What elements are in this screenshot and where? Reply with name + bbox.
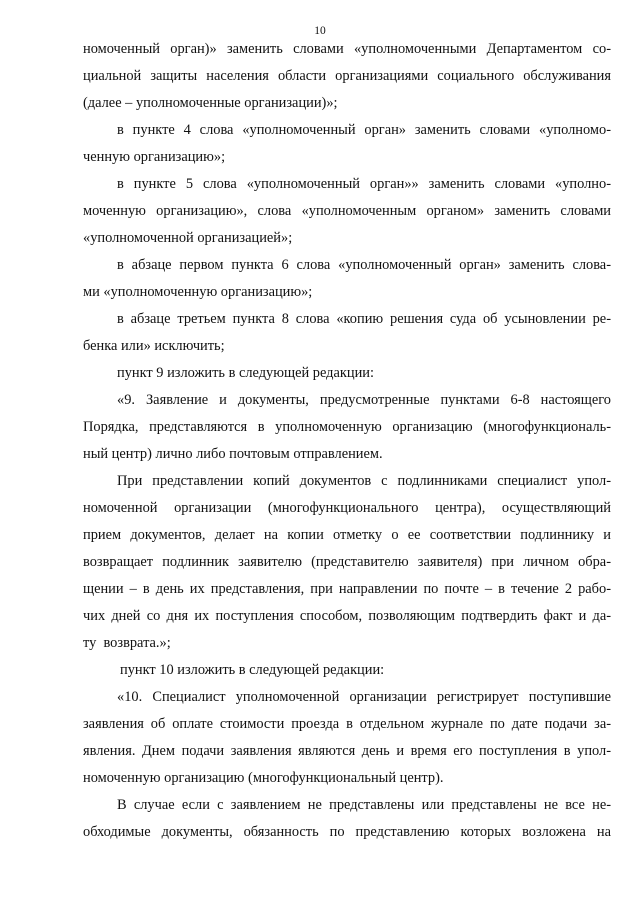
text-line: заявления об оплате стоимости проезда в отдельном журнале по дате подачи за- (83, 716, 611, 732)
text-line: возвращает подлинник заявителю (представителю заявителя) при личном обра- (83, 554, 611, 570)
text-line: Порядка, представляются в уполномоченную организацию (многофункциональ- (83, 419, 611, 435)
text-line: в абзаце первом пункта 6 слова «уполномоченный орган» заменить слова- (117, 257, 611, 273)
text-line: ный центр) лично либо почтовым отправлением. (83, 446, 383, 462)
text-line: «уполномоченной организацией»; (83, 230, 293, 246)
text-line: «10. Специалист уполномоченной организации регистрирует поступившие (117, 689, 611, 705)
text-line: номоченную организацию (многофункциональный центр). (83, 770, 444, 786)
text-line: пункт 10 изложить в следующей редакции: (120, 662, 385, 678)
text-line: номоченной организации (многофункционального центра), осуществляющий (83, 500, 611, 516)
text-line: обходимые документы, обязанность по представлению которых возложена на (83, 824, 611, 840)
text-line: щении – в день их представления, при направлении по почте – в течение 2 рабо- (83, 581, 611, 597)
text-line: ту возврата.»; (83, 635, 171, 651)
page-number: 10 (314, 25, 326, 37)
text-line: прием документов, делает на копии отметку о ее соответствии подлиннику и (83, 527, 611, 543)
text-line: номоченный орган)» заменить словами «уполномоченными Департаментом со- (83, 41, 611, 57)
text-line: чих дней со дня их поступления способом, позволяющим подтвердить факт и да- (83, 608, 611, 624)
text-line: в пункте 4 слова «уполномоченный орган» заменить словами «уполномо- (117, 122, 611, 138)
text-line: ми «уполномоченную организацию»; (83, 284, 313, 300)
text-line: бенка или» исключить; (83, 338, 225, 354)
text-line: в пункте 5 слова «уполномоченный орган»» заменить словами «уполно- (117, 176, 611, 192)
text-line: «9. Заявление и документы, предусмотренные пунктами 6-8 настоящего (117, 392, 611, 408)
text-line: В случае если с заявлением не представлены или представлены не все не- (117, 797, 611, 813)
text-line: циальной защиты населения области организациями социального обслуживания (83, 68, 611, 84)
text-line: При представлении копий документов с подлинниками специалист упол- (117, 473, 611, 489)
text-line: ченную организацию»; (83, 149, 226, 165)
text-line: моченную организацию», слова «уполномоченным органом» заменить словами (83, 203, 611, 219)
text-line: явления. Днем подачи заявления являются день и время его поступления в упол- (83, 743, 611, 759)
text-line: пункт 9 изложить в следующей редакции: (117, 365, 374, 381)
text-line: в абзаце третьем пункта 8 слова «копию решения суда об усыновлении ре- (117, 311, 611, 327)
text-line: (далее – уполномоченные организации)»; (83, 95, 338, 111)
